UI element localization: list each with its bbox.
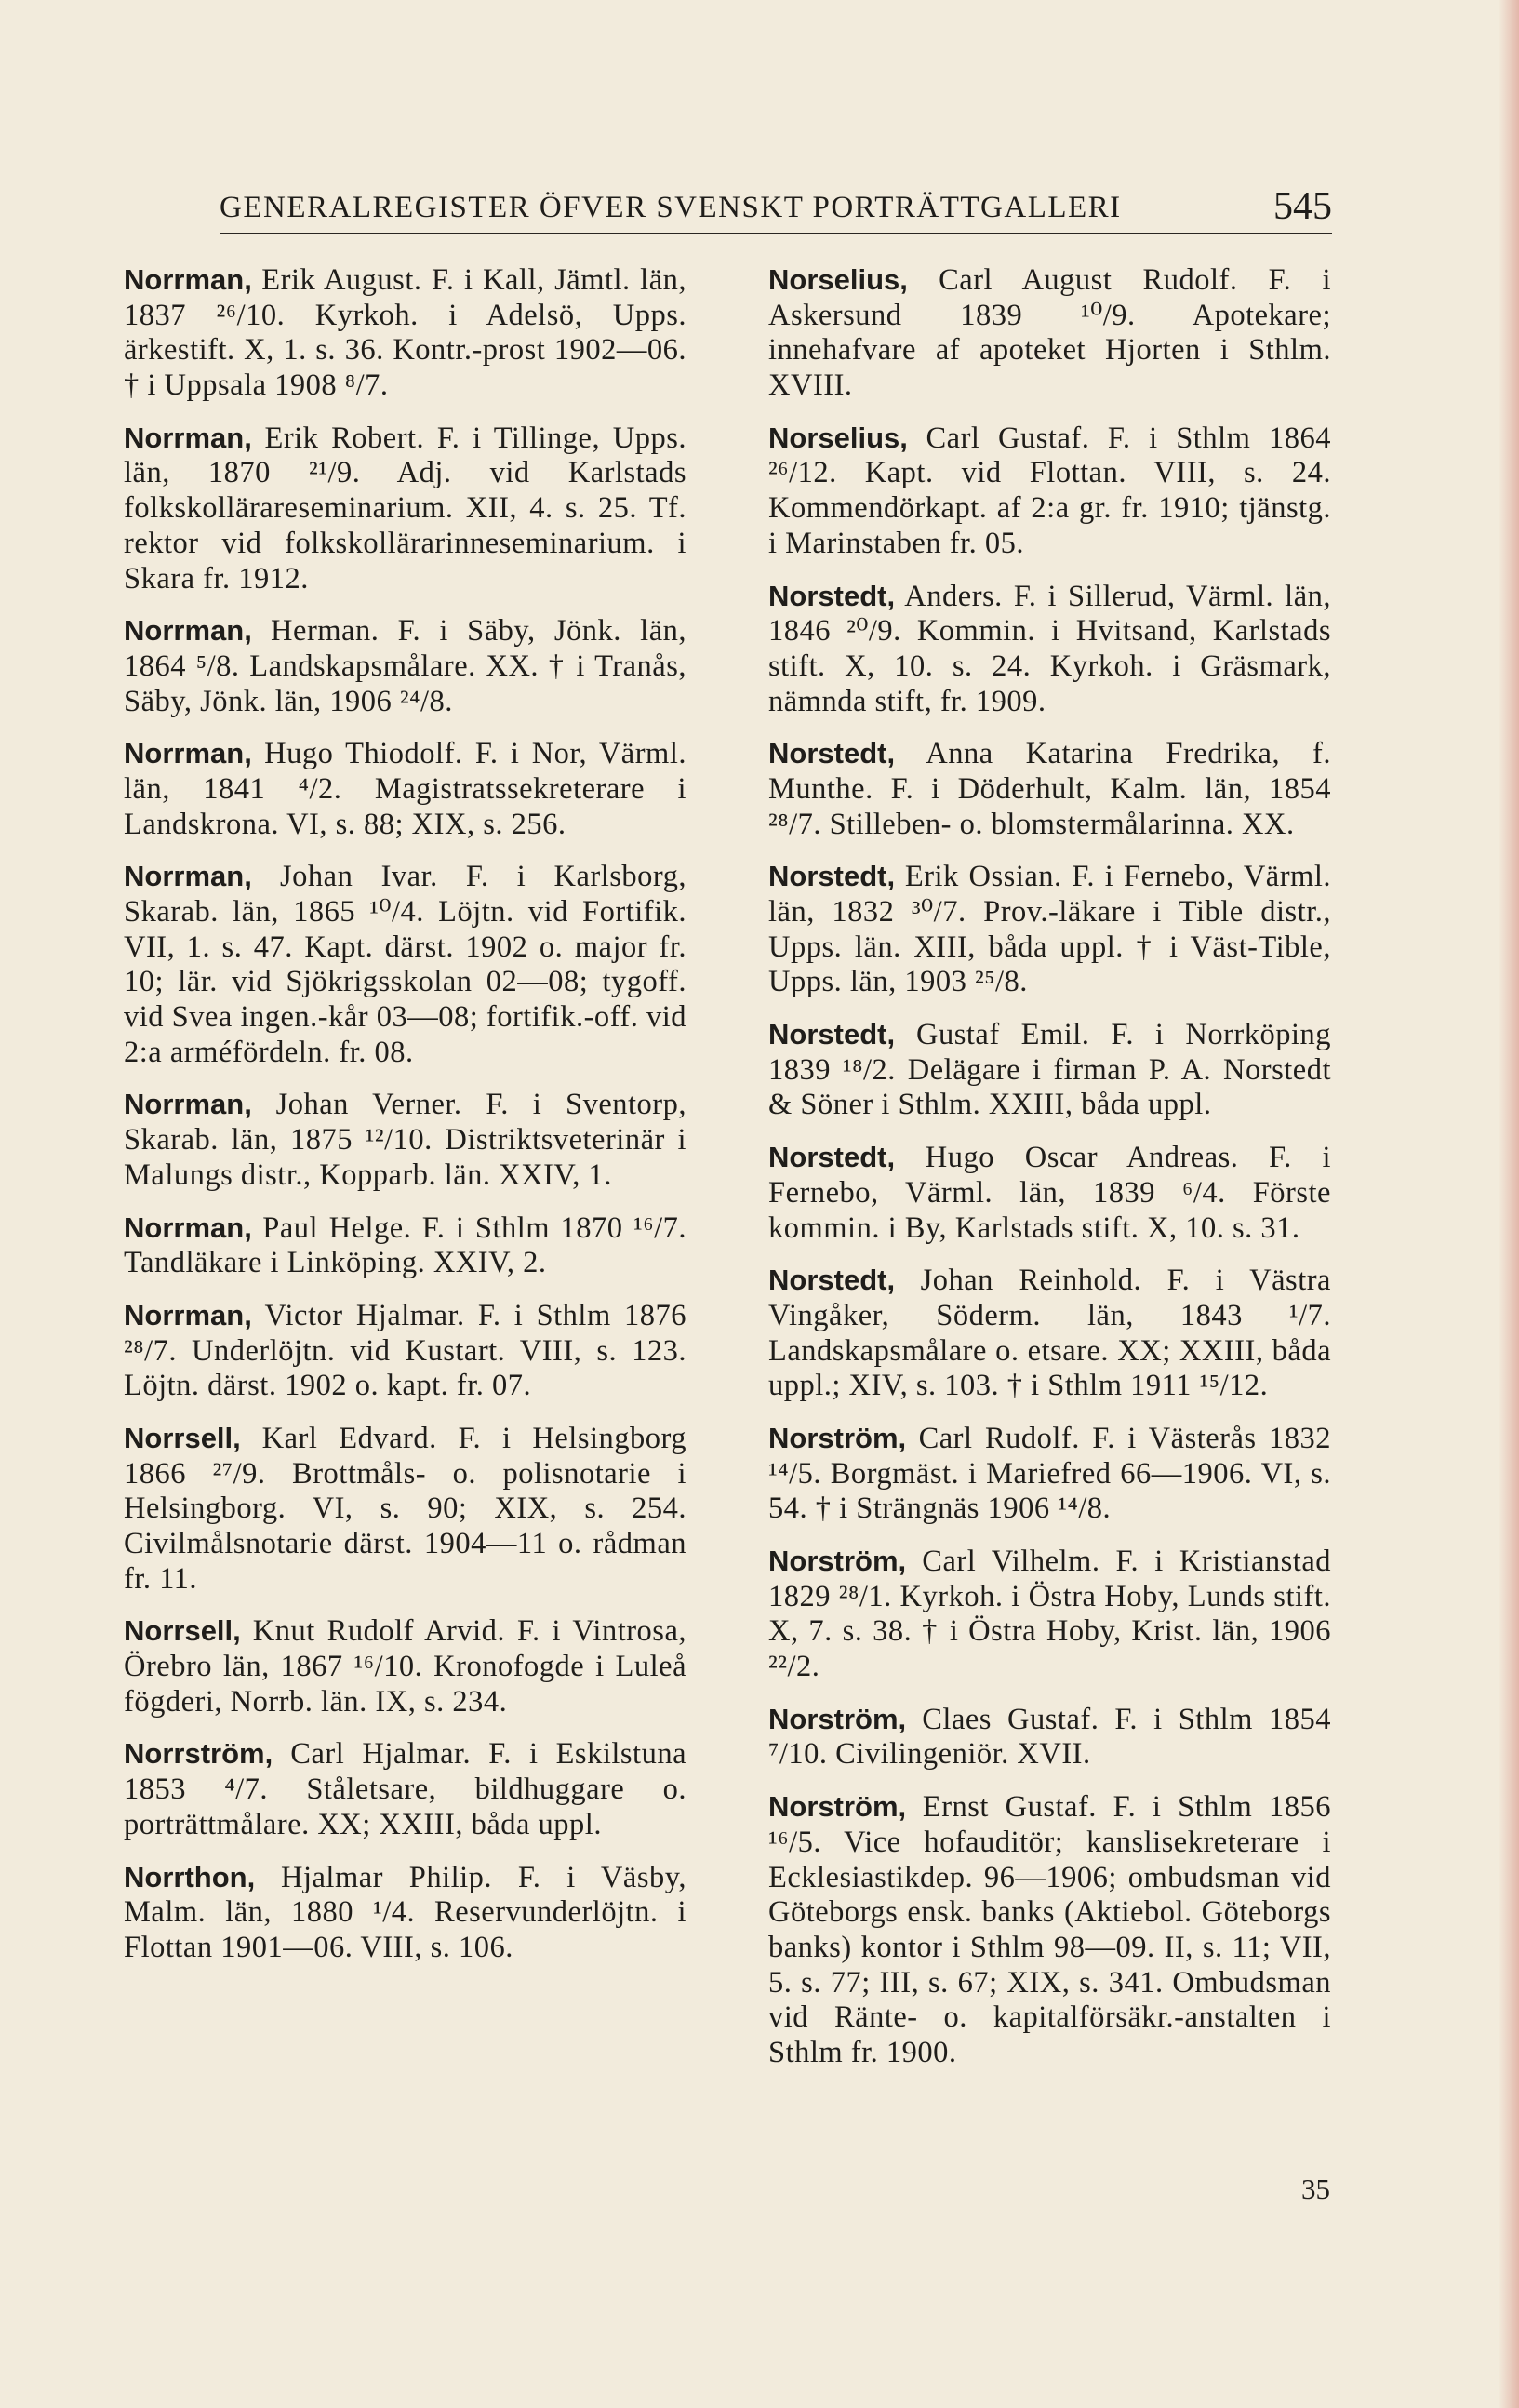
register-entry xyxy=(124,421,686,596)
entry-details: Johan Reinhold. F. i Västra Vingåker, Söderm. län, 1843 ¹/7. Landskapsmålare o. etsare. XX; XXIII, båda uppl.; XIV, s. 103. † i Sthlm 1911 ¹⁵/12. xyxy=(768,1264,1331,1403)
signature-number: 35 xyxy=(1301,2173,1330,2205)
entry-surname: Norselius, xyxy=(768,263,908,296)
register-entry xyxy=(124,1088,686,1193)
entry-surname: Norström, xyxy=(768,1702,907,1735)
register-entry xyxy=(124,1614,686,1719)
entry-surname: Norstedt, xyxy=(768,860,896,893)
register-entry xyxy=(124,263,686,404)
entry-details: Paul Helge. F. i Sthlm 1870 ¹⁶/7. Tandläkare i Linköping. XXIV, 2. xyxy=(124,1211,686,1280)
entry-details: Claes Gustaf. F. i Sthlm 1854 ⁷/10. Civilingeniör. XVII. xyxy=(768,1702,1331,1772)
entry-details: Anders. F. i Sillerud, Värml. län, 1846 ²⁰/9. Kommin. i Hvitsand, Karlstads stift. X, 10. s. 24. Kyrkoh. i Gräsmark, nämnda stift, fr. 1909. xyxy=(768,579,1331,718)
running-header xyxy=(220,177,1332,234)
entry-surname: Norrman, xyxy=(124,263,252,296)
entry-details: Knut Rudolf Arvid. F. i Vintrosa, Örebro län, 1867 ¹⁶/10. Kronofogde i Luleå fögderi, Norrb. län. IX, s. 234. xyxy=(124,1614,686,1719)
entry-details: Herman. F. i Säby, Jönk. län, 1864 ⁵/8. Landskapsmålare. XX. † i Tranås, Säby, Jönk. län, 1906 ²⁴/8. xyxy=(124,614,686,718)
register-entry xyxy=(768,263,1331,404)
header-title: GENERALREGISTER ÖFVER SVENSKT PORTRÄTTGALLERI xyxy=(220,191,1122,224)
entry-surname: Norrman, xyxy=(124,1298,252,1331)
register-entry xyxy=(124,1737,686,1842)
register-entry xyxy=(768,737,1331,842)
entry-details: Erik Ossian. F. i Fernebo, Värml. län, 1832 ³⁰/7. Prov.-läkare i Tible distr., Upps. län. XIII, båda uppl. † i Väst-Tible, Upps. län, 1903 ²⁵/8. xyxy=(768,860,1331,999)
entry-details: Hugo Thiodolf. F. i Nor, Värml. län, 1841 ⁴/2. Magistratssekreterare i Landskrona. VI, s. 88; XIX, s. 256. xyxy=(124,737,686,841)
entry-details: Victor Hjalmar. F. i Sthlm 1876 ²⁸/7. Underlöjtn. vid Kustart. VIII, s. 123. Löjtn. därst. 1902 o. kapt. fr. 07. xyxy=(124,1298,686,1403)
register-entry xyxy=(768,1703,1331,1773)
entry-surname: Norstedt, xyxy=(768,1141,896,1174)
entry-details: Gustaf Emil. F. i Norrköping 1839 ¹⁸/2. Delägare i firman P. A. Norstedt & Söner i Sthlm. XXIII, båda uppl. xyxy=(768,1018,1331,1122)
entry-details: Carl Hjalmar. F. i Eskilstuna 1853 ⁴/7. Ståletsare, bildhuggare o. porträttmålare. XX; XXIII, båda uppl. xyxy=(124,1737,686,1841)
entry-details: Ernst Gustaf. F. i Sthlm 1856 ¹⁶/5. Vice hofauditör; kanslisekreterare i Ecklesiastikdep. 96—1906; ombudsman vid Göteborgs ensk. banks (Aktiebol. Göteborgs banks) kontor i Sthlm 98—09. II, s. 11; VII, 5. s. 77; III, s. 67; XIX, s. 341. Ombudsman vid Ränte- o. kapitalförsäkr.-anstalten i Sthlm fr. 1900. xyxy=(768,1790,1331,2069)
entry-details: Karl Edvard. F. i Helsingborg 1866 ²⁷/9. Brottmåls- o. polisnotarie i Helsingborg. VI, s. 90; XIX, s. 254. Civilmålsnotarie därst. 1904—11 o. rådman fr. 11. xyxy=(124,1421,686,1596)
register-entry xyxy=(768,1141,1331,1246)
register-entry xyxy=(124,614,686,719)
page-edge xyxy=(1499,0,1519,2408)
register-entry xyxy=(124,737,686,842)
entry-surname: Norstedt, xyxy=(768,579,896,612)
entry-surname: Norrsell, xyxy=(124,1614,241,1648)
entry-surname: Norström, xyxy=(768,1790,907,1824)
register-entry xyxy=(124,1211,686,1281)
entry-surname: Norrman, xyxy=(124,860,252,893)
entry-surname: Norrman, xyxy=(124,614,252,648)
register-entry xyxy=(768,860,1331,1000)
entry-details: Anna Katarina Fredrika, f. Munthe. F. i Döderhult, Kalm. län, 1854 ²⁸/7. Stilleben- o. blomstermålarinna. XX. xyxy=(768,737,1331,841)
entry-surname: Norrthon, xyxy=(124,1860,256,1893)
register-entry xyxy=(768,1545,1331,1685)
entry-surname: Norrman, xyxy=(124,737,252,770)
entry-details: Johan Ivar. F. i Karlsborg, Skarab. län, 1865 ¹⁰/4. Löjtn. vid Fortifik. VII, 1. s. 47. Kapt. därst. 1902 o. major fr. 10; lär. vid Sjökrigsskolan 02—08; tygoff. vid Svea ingen.-kår 03—08; fortifik.-off. vid 2:a arméfördeln. fr. 08. xyxy=(124,860,686,1069)
entry-details: Carl Rudolf. F. i Västerås 1832 ¹⁴/5. Borgmäst. i Mariefred 66—1906. VI, s. 54. † i Strängnäs 1906 ¹⁴/8. xyxy=(768,1421,1331,1526)
entry-details: Carl August Rudolf. F. i Askersund 1839 ¹⁰/9. Apotekare; innehafvare af apoteket Hjorten i Sthlm. XVIII. xyxy=(768,263,1331,403)
entry-surname: Norstedt, xyxy=(768,737,896,770)
register-entry xyxy=(768,421,1331,562)
register-entry xyxy=(768,1790,1331,2071)
register-entry xyxy=(768,580,1331,720)
right-column xyxy=(768,263,1331,2089)
register-entry xyxy=(124,1861,686,1966)
entry-details: Hugo Oscar Andreas. F. i Fernebo, Värml. län, 1839 ⁶/4. Förste kommin. i By, Karlstads stift. X, 10. s. 31. xyxy=(768,1141,1331,1245)
register-entry xyxy=(768,1264,1331,1404)
page-number: 545 xyxy=(1273,185,1332,228)
entry-details: Erik August. F. i Kall, Jämtl. län, 1837 ²⁶/10. Kyrkoh. i Adelsö, Upps. ärkestift. X, 1. s. 36. Kontr.-prost 1902—06. † i Uppsala 1908 ⁸/7. xyxy=(124,263,686,403)
entry-surname: Norstedt, xyxy=(768,1264,896,1297)
register-entry xyxy=(124,860,686,1070)
register-entry xyxy=(124,1422,686,1597)
entry-surname: Norrman, xyxy=(124,421,252,454)
entry-surname: Norström, xyxy=(768,1545,907,1577)
register-entry xyxy=(768,1018,1331,1123)
entry-details: Carl Gustaf. F. i Sthlm 1864 ²⁶/12. Kapt. vid Flottan. VIII, s. 24. Kommendörkapt. af 2:a gr. fr. 1910; tjänstg. i Marinstaben fr. 05. xyxy=(768,421,1331,560)
entry-surname: Norrman, xyxy=(124,1088,252,1121)
entry-details: Hjalmar Philip. F. i Väsby, Malm. län, 1880 ¹/4. Reservunderlöjtn. i Flottan 1901—06. VIII, s. 106. xyxy=(124,1860,686,1964)
left-column xyxy=(124,263,686,1984)
entry-details: Erik Robert. F. i Tillinge, Upps. län, 1870 ²¹/9. Adj. vid Karlstads folkskollärareseminarium. XII, 4. s. 25. Tf. rektor vid folkskollärarinneseminarium. i Skara fr. 1912. xyxy=(124,421,686,595)
entry-surname: Norselius, xyxy=(768,421,908,454)
entry-surname: Norrsell, xyxy=(124,1421,241,1454)
entry-surname: Norrström, xyxy=(124,1737,273,1771)
entry-surname: Norström, xyxy=(768,1421,907,1454)
register-entry xyxy=(124,1299,686,1404)
entry-surname: Norrman, xyxy=(124,1211,252,1244)
entry-surname: Norstedt, xyxy=(768,1018,896,1051)
register-entry xyxy=(768,1422,1331,1527)
entry-details: Carl Vilhelm. F. i Kristianstad 1829 ²⁸/1. Kyrkoh. i Östra Hoby, Lunds stift. X, 7. s. 38. † i Östra Hoby, Krist. län, 1906 ²²/2. xyxy=(768,1545,1331,1684)
entry-details: Johan Verner. F. i Sventorp, Skarab. län, 1875 ¹²/10. Distriktsveterinär i Malungs distr., Kopparb. län. XXIV, 1. xyxy=(124,1088,686,1192)
